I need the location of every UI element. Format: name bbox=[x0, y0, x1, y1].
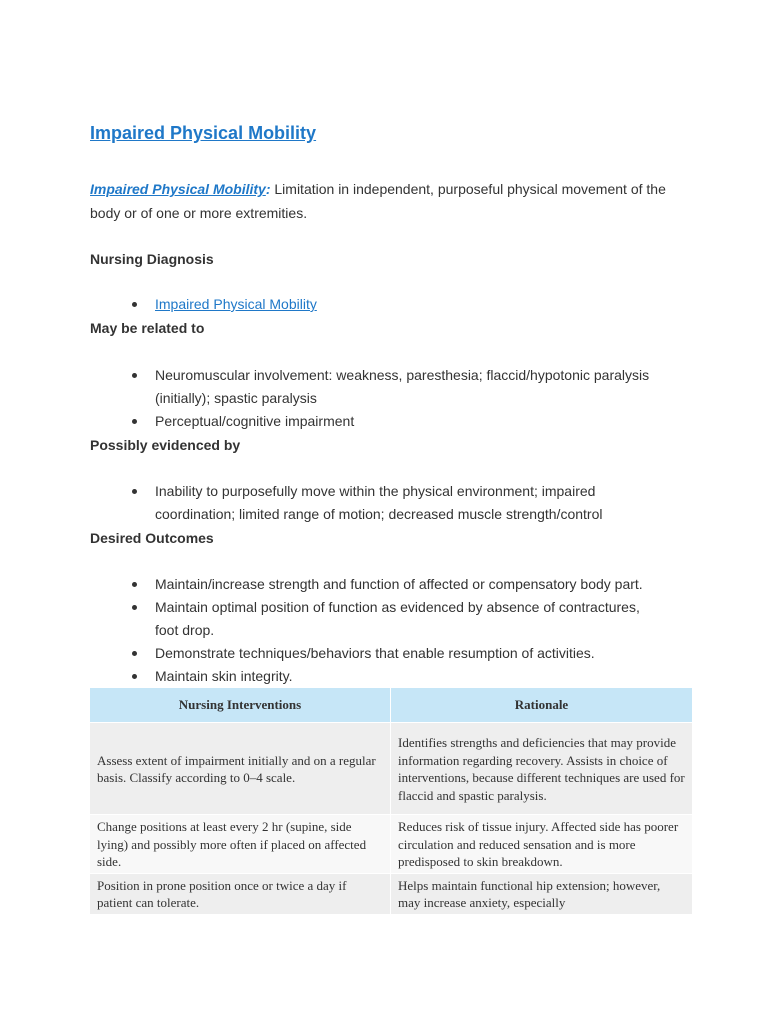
header-rationale: Rationale bbox=[391, 688, 693, 723]
heading-desired-outcomes: Desired Outcomes bbox=[90, 530, 214, 546]
list-item-text: Demonstrate techniques/behaviors that enable resumption of activities. bbox=[155, 645, 595, 661]
list-item-text: Neuromuscular involvement: weakness, paresthesia; flaccid/hypotonic paralysis (initially); spastic paralysis bbox=[155, 367, 650, 406]
table-row bbox=[90, 815, 693, 874]
intro-term-link[interactable]: Impaired Physical Mobility bbox=[90, 181, 266, 197]
intro-colon: : bbox=[265, 181, 271, 197]
bullet-icon bbox=[132, 373, 137, 378]
list-item bbox=[90, 573, 650, 596]
list-item-text: Perceptual/cognitive impairment bbox=[155, 413, 355, 429]
list-item-text: Inability to purposefully move within the physical environment; impaired coordination; limited range of motion; decreased muscle strength/control bbox=[155, 483, 603, 522]
list-item bbox=[90, 410, 650, 433]
intervention-cell: Position in prone position once or twice a day if patient can tolerate. bbox=[90, 873, 391, 914]
list-item bbox=[90, 364, 650, 410]
intro-paragraph bbox=[90, 177, 690, 225]
header-nursing-interventions: Nursing Interventions bbox=[90, 688, 391, 723]
rationale-cell: Reduces risk of tissue injury. Affected side has poorer circulation and reduced sensation and is more predisposed to skin breakdown. bbox=[391, 815, 693, 874]
list-item-text: Maintain optimal position of function as evidenced by absence of contractures, foot drop. bbox=[155, 599, 640, 638]
table-row bbox=[90, 723, 693, 815]
evidenced-by-list bbox=[90, 480, 650, 526]
list-item bbox=[90, 480, 650, 526]
bullet-icon bbox=[132, 489, 137, 494]
page-title[interactable]: Impaired Physical Mobility bbox=[90, 123, 317, 143]
heading-nursing-diagnosis: Nursing Diagnosis bbox=[90, 251, 214, 267]
list-item bbox=[90, 293, 650, 316]
table-header-row bbox=[90, 688, 693, 723]
diagnosis-link[interactable]: Impaired Physical Mobility bbox=[155, 296, 317, 312]
list-item-text: Maintain skin integrity. bbox=[155, 668, 293, 684]
list-item bbox=[90, 642, 650, 665]
list-item bbox=[90, 596, 650, 642]
bullet-icon bbox=[132, 605, 137, 610]
heading-related-to: May be related to bbox=[90, 320, 205, 336]
bullet-icon bbox=[132, 651, 137, 656]
bullet-icon bbox=[132, 302, 137, 307]
related-to-list bbox=[90, 364, 650, 433]
list-item bbox=[90, 665, 650, 688]
bullet-icon bbox=[132, 674, 137, 679]
interventions-table bbox=[89, 687, 693, 915]
intervention-cell: Change positions at least every 2 hr (supine, side lying) and possibly more often if placed on affected side. bbox=[90, 815, 391, 874]
nursing-diagnosis-list bbox=[90, 293, 650, 316]
intro-definition: Limitation in independent, purposeful physical movement of the body or of one or more extremities. bbox=[90, 181, 666, 221]
table-row bbox=[90, 873, 693, 914]
bullet-icon bbox=[132, 582, 137, 587]
heading-evidenced-by: Possibly evidenced by bbox=[90, 437, 241, 453]
rationale-cell: Helps maintain functional hip extension; however, may increase anxiety, especially bbox=[391, 873, 693, 914]
desired-outcomes-list bbox=[90, 573, 650, 688]
intervention-cell: Assess extent of impairment initially and on a regular basis. Classify according to 0–4 scale. bbox=[90, 723, 391, 815]
list-item-text: Maintain/increase strength and function of affected or compensatory body part. bbox=[155, 576, 643, 592]
bullet-icon bbox=[132, 419, 137, 424]
rationale-cell: Identifies strengths and deficiencies that may provide information regarding recovery. Assists in choice of interventions, because different techniques are used for flaccid and spastic paralysis. bbox=[391, 723, 693, 815]
